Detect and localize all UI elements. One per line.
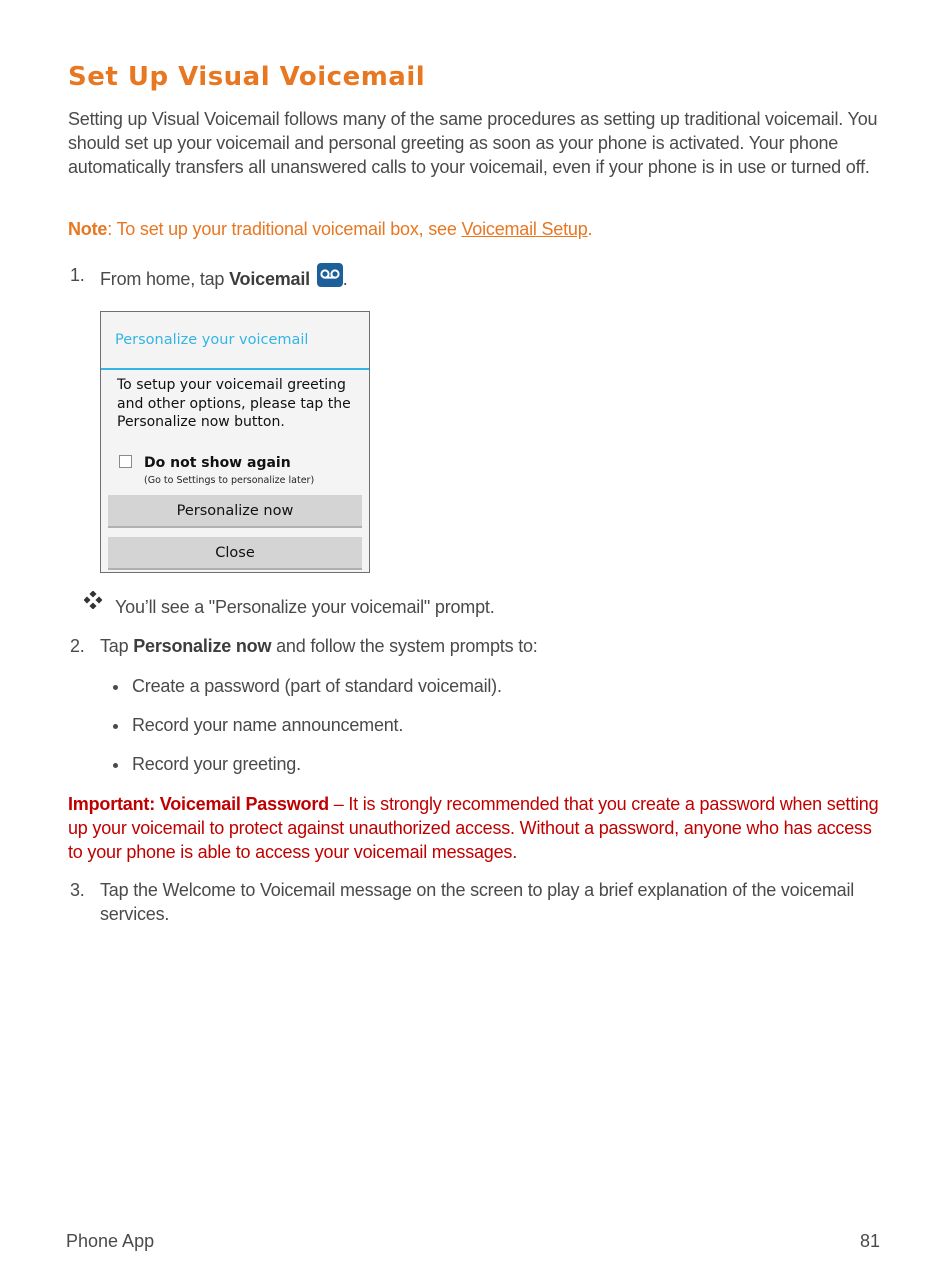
dialog-divider bbox=[101, 368, 369, 370]
intro-paragraph: Setting up Visual Voicemail follows many of the same procedures as setting up traditional voicemail. You should set up your voicemail and personal greeting as soon as your phone is activated. Your phone automatically transfers all unanswered calls to your voicemail, even if your phone is in use or turned off. bbox=[68, 109, 878, 177]
list-item-text: Record your greeting. bbox=[132, 754, 301, 774]
step-number: 3. bbox=[70, 880, 85, 900]
list-item-text: Record your name announcement. bbox=[132, 715, 404, 735]
list-item-text: Create a password (part of standard voicemail). bbox=[132, 676, 502, 696]
step-1-end: . bbox=[342, 269, 348, 289]
step-2-text-after: and follow the system prompts to: bbox=[271, 636, 538, 656]
step-text bbox=[100, 634, 860, 658]
important-text: – It is strongly recommended that you create a password when setting up your voicemail to protect against unauthorized access. Without a password, anyone who has access to your phone is able to access your voicemail messages. bbox=[68, 794, 879, 862]
result-text: You’ll see a "Personalize your voicemail" prompt. bbox=[115, 597, 495, 617]
voicemail-setup-link[interactable]: Voicemail Setup bbox=[461, 219, 588, 239]
step-2-bold: Personalize now bbox=[133, 636, 272, 656]
footer-section-name: Phone App bbox=[66, 1231, 155, 1251]
personalize-dialog bbox=[100, 311, 370, 573]
dialog-body: To setup your voicemail greeting and other options, please tap the Personalize now button. bbox=[117, 377, 351, 430]
note-label: Note bbox=[68, 219, 108, 239]
note bbox=[68, 217, 592, 241]
bullet-dot bbox=[113, 685, 118, 690]
important-label: Important: Voicemail Password bbox=[68, 794, 329, 814]
bullet-dot bbox=[113, 724, 118, 729]
note-text: : To set up your traditional voicemail box, see bbox=[107, 219, 462, 239]
step-text: Tap the Welcome to Voicemail message on the screen to play a brief explanation of the voicemail services. bbox=[100, 880, 855, 924]
step-number: 2. bbox=[70, 636, 85, 656]
important-note bbox=[68, 792, 880, 864]
bullet-dot bbox=[113, 763, 118, 768]
diamond-bullet-icon bbox=[84, 591, 102, 615]
step-2-text-before: Tap bbox=[100, 636, 134, 656]
do-not-show-label: Do not show again bbox=[144, 455, 291, 471]
step-1-bold: Voicemail bbox=[229, 269, 310, 289]
step-1-text: From home, tap bbox=[100, 269, 230, 289]
do-not-show-checkbox[interactable] bbox=[119, 455, 132, 468]
voicemail-icon bbox=[317, 263, 343, 287]
dialog-title: Personalize your voicemail bbox=[115, 332, 309, 348]
footer-page-number: 81 bbox=[859, 1231, 880, 1251]
step-text bbox=[100, 263, 860, 291]
note-end: . bbox=[587, 219, 593, 239]
close-button[interactable]: Close bbox=[108, 537, 362, 570]
do-not-show-sublabel: (Go to Settings to personalize later) bbox=[144, 475, 315, 486]
personalize-now-button[interactable]: Personalize now bbox=[108, 495, 362, 528]
step-number: 1. bbox=[70, 265, 85, 285]
page-title: Set Up Visual Voicemail bbox=[68, 62, 426, 92]
